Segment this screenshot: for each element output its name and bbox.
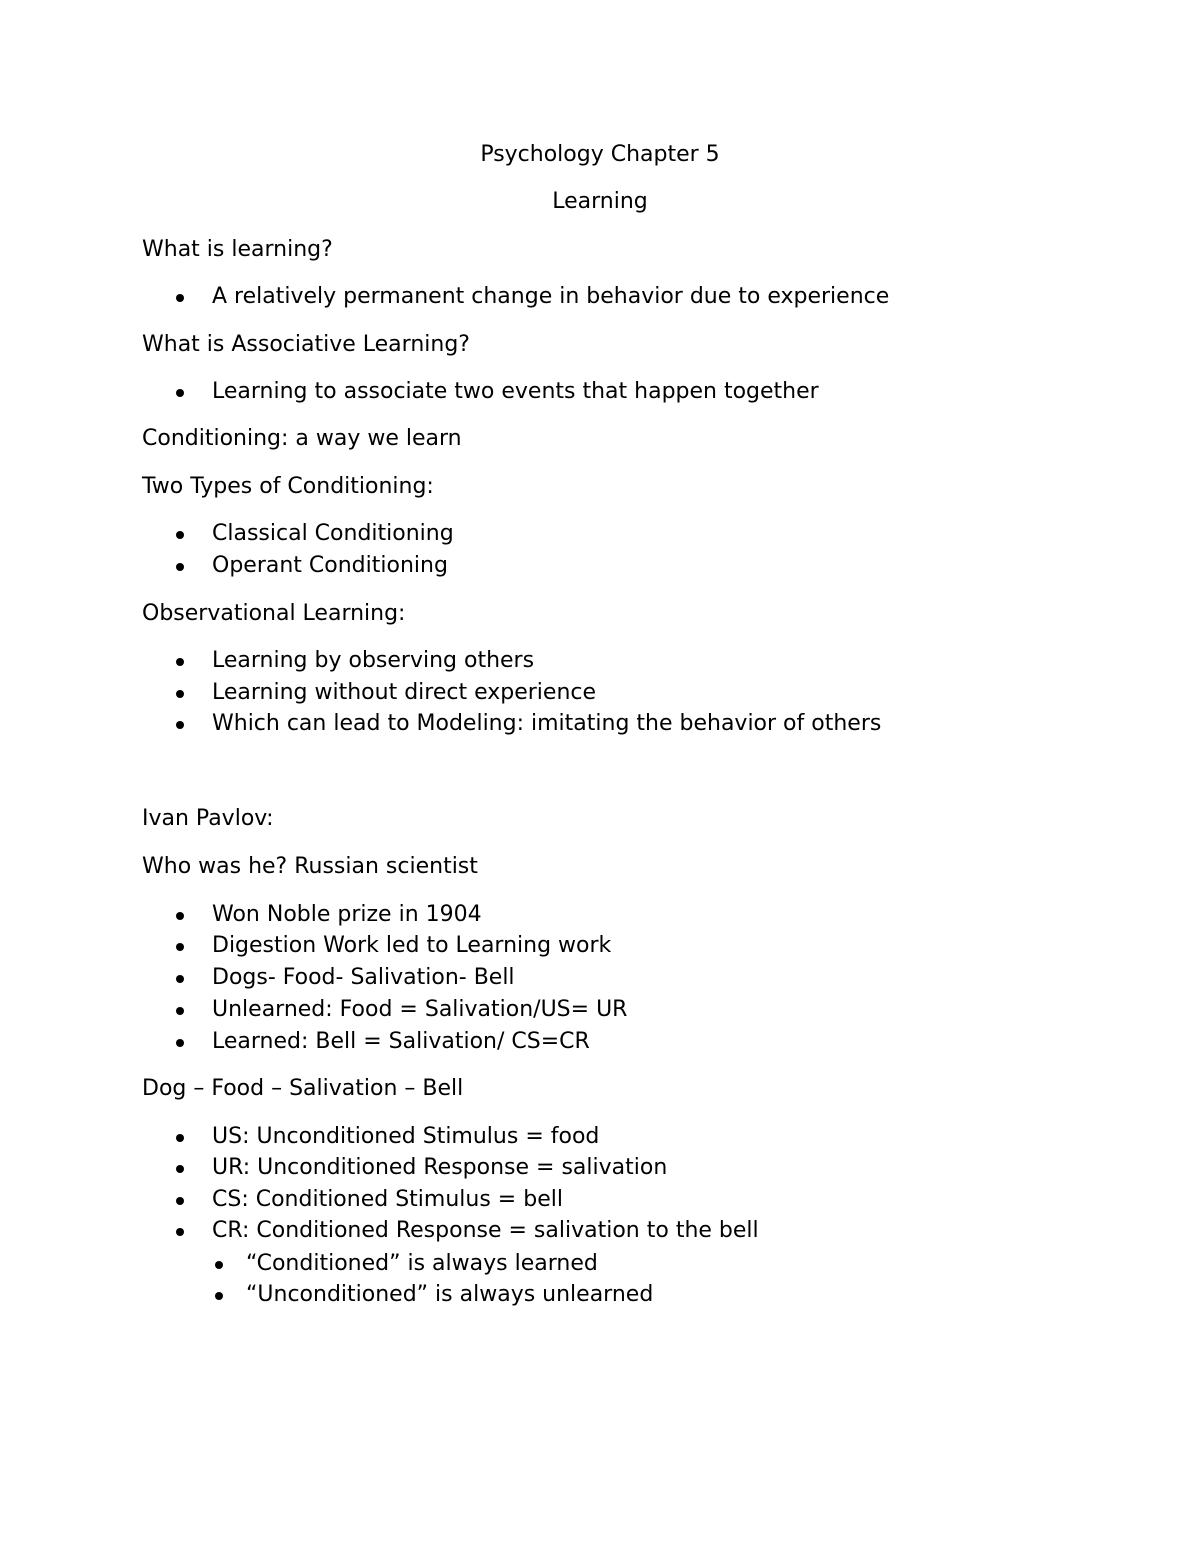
section-heading: Ivan Pavlov: — [142, 806, 274, 831]
list-item: Operant Conditioning — [212, 553, 448, 578]
list-item: CR: Conditioned Response = salivation to the bell — [212, 1218, 759, 1243]
sub-list-item: “Conditioned” is always learned — [246, 1251, 598, 1276]
list-item: Learning without direct experience — [212, 680, 597, 705]
list-item: Unlearned: Food = Salivation/US= UR — [212, 997, 628, 1022]
list-item: UR: Unconditioned Response = salivation — [212, 1155, 668, 1180]
list-item: Classical Conditioning — [212, 521, 454, 546]
section-heading: Two Types of Conditioning: — [142, 474, 434, 499]
list-item: Learning by observing others — [212, 648, 535, 673]
conditioning-line: Conditioning: a way we learn — [142, 426, 462, 451]
question-heading: What is Associative Learning? — [142, 332, 470, 357]
list-item: CS: Conditioned Stimulus = bell — [212, 1187, 563, 1212]
document-subtitle: Learning — [552, 189, 648, 214]
list-item: A relatively permanent change in behavior due to experience — [212, 284, 890, 309]
section-heading: Dog – Food – Salivation – Bell — [142, 1076, 464, 1101]
list-item: Won Noble prize in 1904 — [212, 902, 482, 927]
document-title: Psychology Chapter 5 — [480, 142, 720, 167]
list-item: Dogs- Food- Salivation- Bell — [212, 965, 515, 990]
list-item: US: Unconditioned Stimulus = food — [212, 1124, 600, 1149]
list-item: Which can lead to Modeling: imitating the behavior of others — [212, 711, 882, 736]
question-heading: What is learning? — [142, 237, 333, 262]
list-item: Learned: Bell = Salivation/ CS=CR — [212, 1029, 590, 1054]
section-heading: Observational Learning: — [142, 601, 406, 626]
pavlov-who: Who was he? Russian scientist — [142, 854, 478, 879]
list-item: Learning to associate two events that happen together — [212, 379, 819, 404]
sub-list-item: “Unconditioned” is always unlearned — [246, 1282, 654, 1307]
list-item: Digestion Work led to Learning work — [212, 933, 612, 958]
